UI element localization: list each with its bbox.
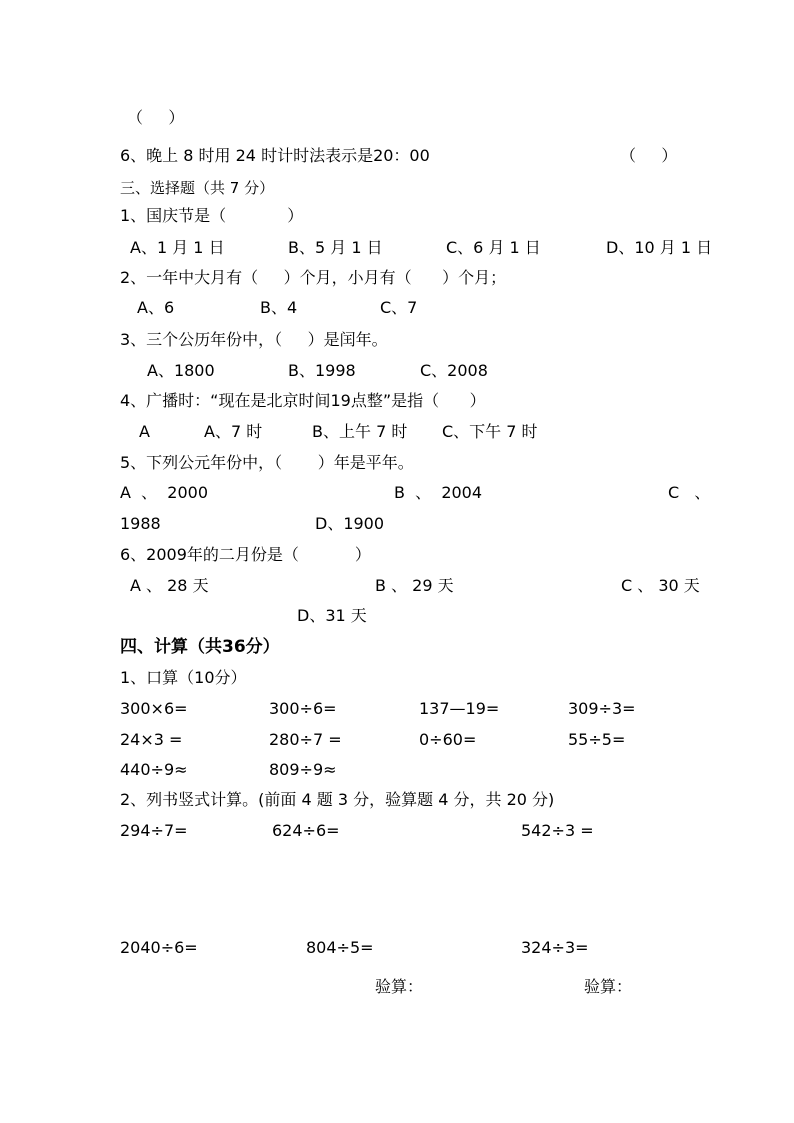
section-heading: 四、计算（共36分） — [120, 637, 280, 657]
check-label: 验算： — [584, 977, 633, 996]
option-a: A、6 — [137, 298, 175, 317]
option-c: C 、 — [668, 483, 711, 502]
option-a: A 、 28 天 — [130, 576, 209, 595]
calc-item: 809÷9≈ — [269, 760, 337, 779]
answer-blank: （ ） — [127, 108, 185, 127]
calc-item: 440÷9≈ — [120, 760, 188, 779]
calc-item: 2040÷6= — [120, 938, 198, 957]
option-a: A、1800 — [147, 361, 215, 380]
option-c: C 、 30 天 — [621, 576, 700, 595]
option-b: B、4 — [260, 298, 298, 317]
option-d: D、1900 — [315, 514, 385, 533]
calc-item: 280÷7 = — [269, 730, 342, 749]
question-text: 3、三个公历年份中，（ ）是闰年。 — [120, 330, 388, 349]
calc-item: 294÷7= — [120, 821, 188, 840]
option-a: A、7 时 — [204, 422, 263, 441]
option-b: B 、 29 天 — [375, 576, 454, 595]
question-text: 5、下列公元年份中，（ ）年是平年。 — [120, 453, 414, 472]
calc-item: 309÷3= — [568, 699, 636, 718]
check-label: 验算： — [375, 977, 424, 996]
option-d: D、10 月 1 日 — [606, 238, 713, 257]
option-label: A — [139, 422, 150, 441]
option-b: B、上午 7 时 — [312, 422, 408, 441]
calc-item: 137—19= — [419, 699, 500, 718]
option-a: A 、 2000 — [120, 483, 209, 502]
calc-item: 24×3 = — [120, 730, 183, 749]
subsection-heading: 1、口算（10分） — [120, 668, 247, 687]
question-text: 4、广播时：“现在是北京时间19点整”是指（ ） — [120, 391, 486, 410]
question-text: 6、2009年的二月份是（ ） — [120, 545, 371, 564]
option-c: C、2008 — [420, 361, 488, 380]
calc-item: 55÷5= — [568, 730, 626, 749]
calc-item: 804÷5= — [306, 938, 374, 957]
option-a: A、1 月 1 日 — [130, 238, 225, 257]
calc-item: 0÷60= — [419, 730, 477, 749]
option-d: D、31 天 — [297, 606, 367, 625]
calc-item: 300×6= — [120, 699, 188, 718]
question-text: 6、晚上 8 时用 24 时计时法表示是20：00 — [120, 146, 430, 165]
option-c-value: 1988 — [120, 514, 161, 533]
calc-item: 542÷3 = — [521, 821, 594, 840]
section-heading: 三、选择题（共 7 分） — [120, 179, 275, 197]
option-c: C、7 — [380, 298, 418, 317]
option-b: B、1998 — [288, 361, 356, 380]
question-text: 1、国庆节是（ ） — [120, 206, 304, 225]
option-c: C、6 月 1 日 — [446, 238, 541, 257]
option-b: B、5 月 1 日 — [288, 238, 383, 257]
calc-item: 624÷6= — [272, 821, 340, 840]
calc-item: 324÷3= — [521, 938, 589, 957]
calc-item: 300÷6= — [269, 699, 337, 718]
option-b: B 、 2004 — [394, 483, 483, 502]
option-c: C、下午 7 时 — [442, 422, 538, 441]
subsection-heading: 2、列书竖式计算。(前面 4 题 3 分，验算题 4 分，共 20 分) — [120, 790, 555, 809]
answer-blank: （ ） — [620, 146, 678, 165]
question-text: 2、一年中大月有（ ）个月，小月有（ ）个月； — [120, 268, 507, 287]
